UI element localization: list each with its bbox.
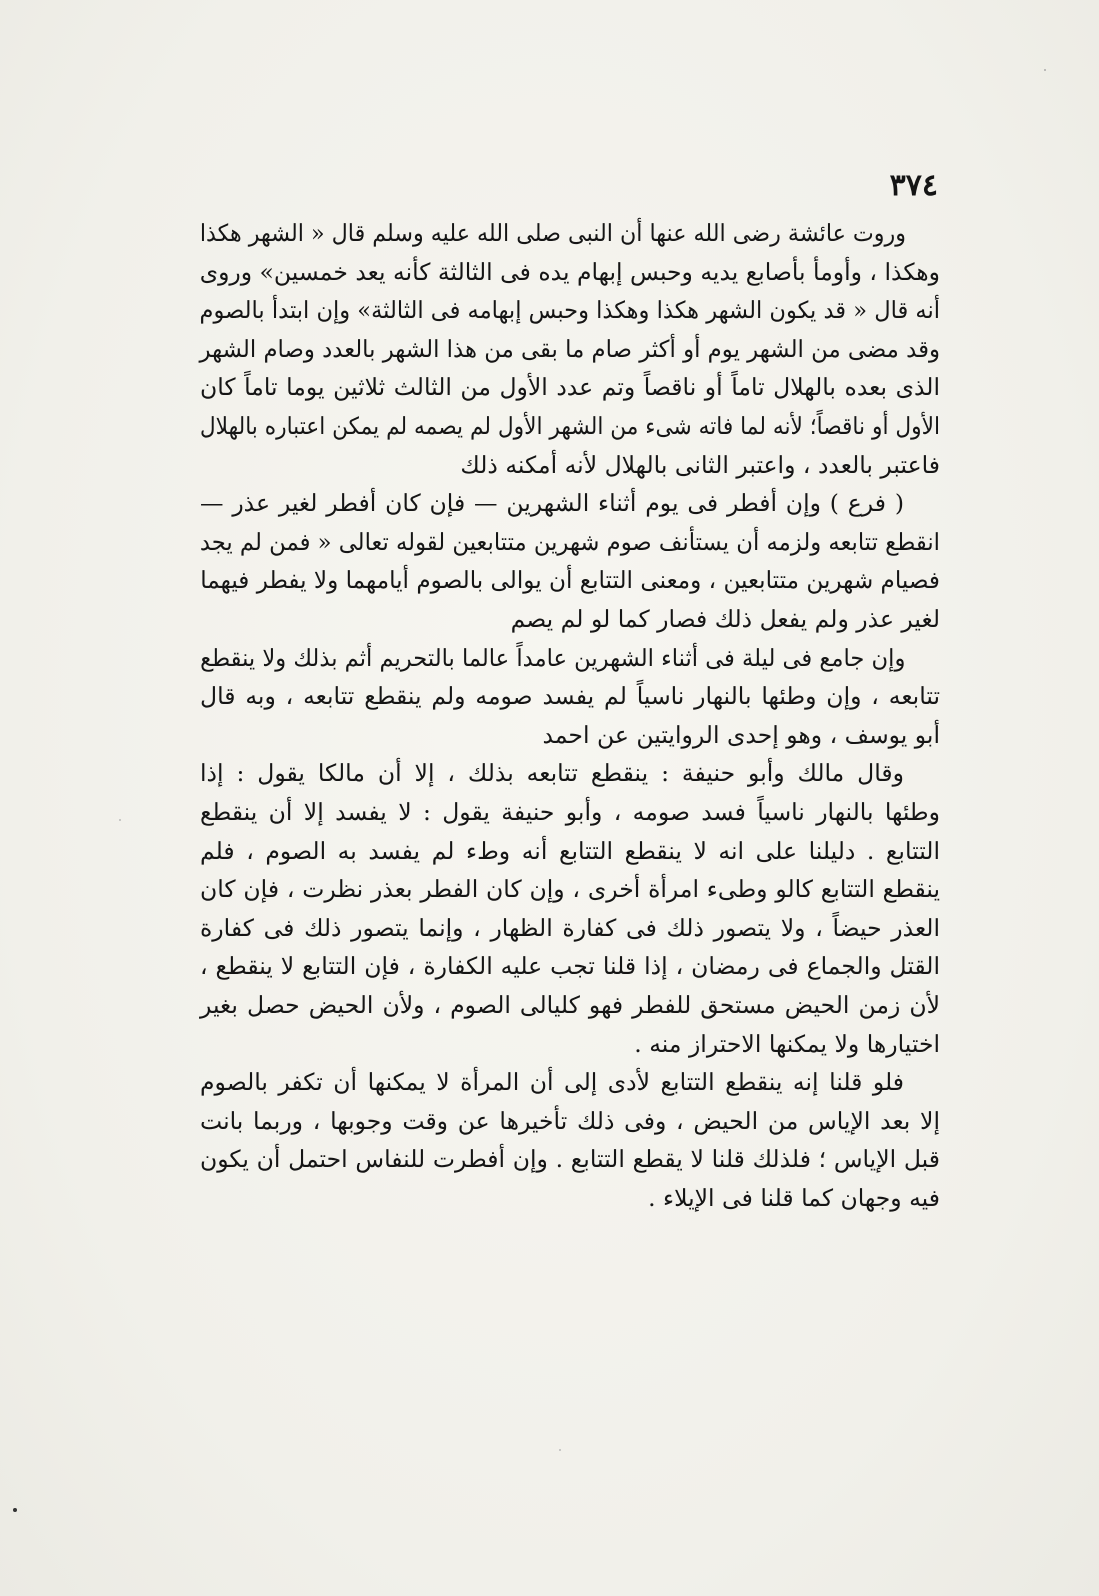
text-line: ينقطع التتابع كالو وطىء امرأة أخرى ، وإن كان الفطر بعذر نظرت ، فإن كان: [200, 875, 940, 904]
text-line: التتابع . دليلنا على انه لا ينقطع التتابع أنه وطء لم يفسد به الصوم ، فلم: [200, 836, 940, 865]
page-number: ٣٧٤: [889, 168, 938, 203]
text-line: وهكذا ، وأومأ بأصابع يديه وحبس إبهام يده فى الثالثة كأنه يعد خمسين» وروى: [199, 257, 941, 286]
text-line: انقطع تتابعه ولزمه أن يستأنف صوم شهرين متتابعين لقوله تعالى « فمن لم يجد: [199, 527, 941, 556]
text-line: قبل الإياس ؛ فلذلك قلنا لا يقطع التتابع . وإن أفطرت للنفاس احتمل أن يكون: [200, 1145, 940, 1174]
text-line: الذى بعده بالهلال تاماً أو ناقصاً وتم عدد الأول من الثالث ثلاثين يوما تاماً كان: [200, 373, 940, 402]
text-line: وروت عائشة رضى الله عنها أن النبى صلى الله عليه وسلم قال « الشهر هكذا: [199, 219, 906, 247]
text-line: فيه وجهان كما قلنا فى الإيلاء .: [648, 1184, 940, 1212]
text-line: الأول أو ناقصاً؛ لأنه لما فاته شىء من الشهر الأول لم يصمه لم يمكن اعتباره بالهلال: [199, 412, 940, 440]
text-line: القتل والجماع فى رمضان ، إذا قلنا تجب عليه الكفارة ، فإن التتابع لا ينقطع ،: [200, 952, 940, 981]
text-line: فلو قلنا إنه ينقطع التتابع لأدى إلى أن المرأة لا يمكنها أن تكفر بالصوم: [200, 1068, 904, 1097]
text-line: إلا بعد الإياس من الحيض ، وفى ذلك تأخيرها عن وقت وجوبها ، وربما بانت: [200, 1106, 940, 1135]
body-text: [200, 213, 940, 1393]
text-line: تتابعه ، وإن وطئها بالنهار ناسياً لم يفسد صومه ولم ينقطع تتابعه ، وبه قال: [200, 682, 940, 711]
text-line: فصيام شهرين متتابعين ، ومعنى التتابع أن يوالى بالصوم أيامهما ولا يفطر فيهما: [200, 566, 941, 595]
text-line: فاعتبر بالعدد ، واعتبر الثانى بالهلال لأنه أمكنه ذلك: [460, 450, 940, 479]
text-line: وطئها بالنهار ناسياً فسد صومه ، وأبو حنيفة يقول : لا يفسد إلا أن ينقطع: [200, 798, 940, 826]
text-line: ( فرع ) وإن أفطر فى يوم أثناء الشهرين — فإن كان أفطر لغير عذر —: [200, 489, 904, 518]
text-line: أنه قال « قد يكون الشهر هكذا وهكذا وحبس إبهامه فى الثالثة» وإن ابتدأ بالصوم: [199, 296, 941, 325]
text-line: وقد مضى من الشهر يوم أو أكثر صام ما بقى من هذا الشهر بالعدد وصام الشهر: [199, 334, 941, 363]
text-line: لغير عذر ولم يفعل ذلك فصار كما لو لم يصم: [510, 605, 940, 633]
text-line: وقال مالك وأبو حنيفة : ينقطع تتابعه بذلك ، إلا أن مالكا يقول : إذا: [200, 759, 904, 788]
text-line: أبو يوسف ، وهو إحدى الروايتين عن احمد: [542, 720, 940, 749]
text-line: وإن جامع فى ليلة فى أثناء الشهرين عامداً عالما بالتحريم أثم بذلك ولا ينقطع: [200, 643, 906, 672]
text-line: لأن زمن الحيض مستحق للفطر فهو كليالى الصوم ، ولأن الحيض حصل بغير: [200, 991, 940, 1019]
text-line: العذر حيضاً ، ولا يتصور ذلك فى كفارة الظهار ، وإنما يتصور ذلك فى كفارة: [200, 913, 940, 942]
text-line: اختيارها ولا يمكنها الاحتراز منه .: [634, 1029, 940, 1058]
